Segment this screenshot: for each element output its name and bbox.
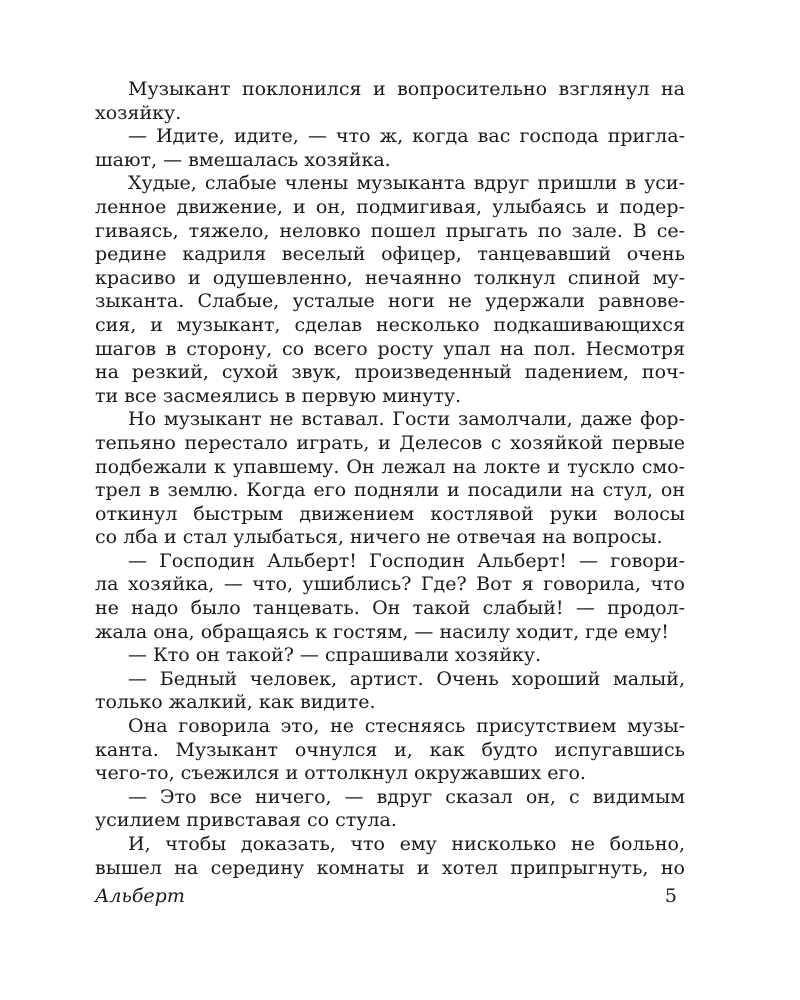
- text-line: — Господин Альберт! Господин Альберт! — говори-: [128, 549, 685, 572]
- text-line: жала она, обращаясь к гостям, — насилу ходит, где ему!: [95, 620, 669, 643]
- text-line: ти все засмеялись в первую минуту.: [95, 384, 462, 407]
- text-line: на резкий, сухой звук, произведенный падением, поч-: [95, 361, 685, 384]
- text-line: тепьяно перестало играть, и Делесов с хозяйкой первые: [95, 431, 685, 454]
- page-footer: [95, 885, 685, 911]
- text-line: гиваясь, тяжело, неловко пошел прыгать по зале. В се-: [95, 219, 685, 242]
- text-line: — Идите, идите, — что ж, когда вас господа пригла-: [128, 125, 685, 148]
- text-line: шагов в сторону, со всего росту упал на пол. Несмотря: [95, 337, 685, 360]
- text-line: редине кадриля веселый офицер, танцевавший очень: [95, 243, 685, 266]
- text-line: ла хозяйка, — что, ушиблись? Где? Вот я говорила, что: [95, 573, 685, 596]
- text-line: трел в землю. Когда его подняли и посадили на стул, он: [95, 479, 685, 502]
- text-line: сия, и музыкант, сделав несколько подкашивающихся: [95, 313, 685, 336]
- text-line: И, чтобы доказать, что ему нисколько не больно,: [128, 833, 685, 855]
- text-line: хозяйку.: [95, 101, 182, 124]
- text-line: только жалкий, как видите.: [95, 691, 376, 714]
- body-text: [95, 78, 685, 880]
- text-line: канта. Музыкант очнулся и, как будто испугавшись: [95, 738, 685, 761]
- text-line: подбежали к упавшему. Он лежал на локте и тускло смо-: [95, 455, 685, 478]
- text-line: не надо было танцевать. Он такой слабый! — продол-: [95, 597, 685, 620]
- text-line: со лба и стал улыбаться, ничего не отвечая на вопросы.: [95, 526, 663, 549]
- text-line: — Кто он такой? — спрашивали хозяйку.: [128, 644, 542, 667]
- text-line: чего-то, съежился и оттолкнул окружавших его.: [95, 762, 586, 785]
- text-line: зыканта. Слабые, усталые ноги не удержали равнове-: [95, 290, 685, 313]
- text-line: ленное движение, и он, подмигивая, улыбаясь и подер-: [95, 195, 685, 218]
- text-line: — Это все ничего, — вдруг сказал он, с видимым: [128, 785, 685, 808]
- text-line: Музыкант поклонился и вопросительно взглянул на: [128, 78, 685, 100]
- text-line: — Бедный человек, артист. Очень хороший малый,: [128, 667, 685, 690]
- page-number: 5: [664, 885, 677, 907]
- text-line: Она говорила это, не стесняясь присутствием музы-: [128, 715, 685, 738]
- running-title: Альберт: [95, 885, 185, 907]
- text-line: шают, — вмешалась хозяйка.: [95, 148, 391, 171]
- text-line: Но музыкант не вставал. Гости замолчали, даже фор-: [128, 408, 685, 431]
- text-line: Худые, слабые члены музыканта вдруг пришли в уси-: [128, 172, 685, 195]
- text-line: откинул быстрым движением костлявой руки волосы: [95, 502, 685, 525]
- text-line: красиво и одушевленно, нечаянно толкнул спиной му-: [95, 266, 685, 289]
- text-line: усилием привставая со стула.: [95, 809, 397, 832]
- text-line: вышел на середину комнаты и хотел припрыгнуть, но: [95, 856, 685, 879]
